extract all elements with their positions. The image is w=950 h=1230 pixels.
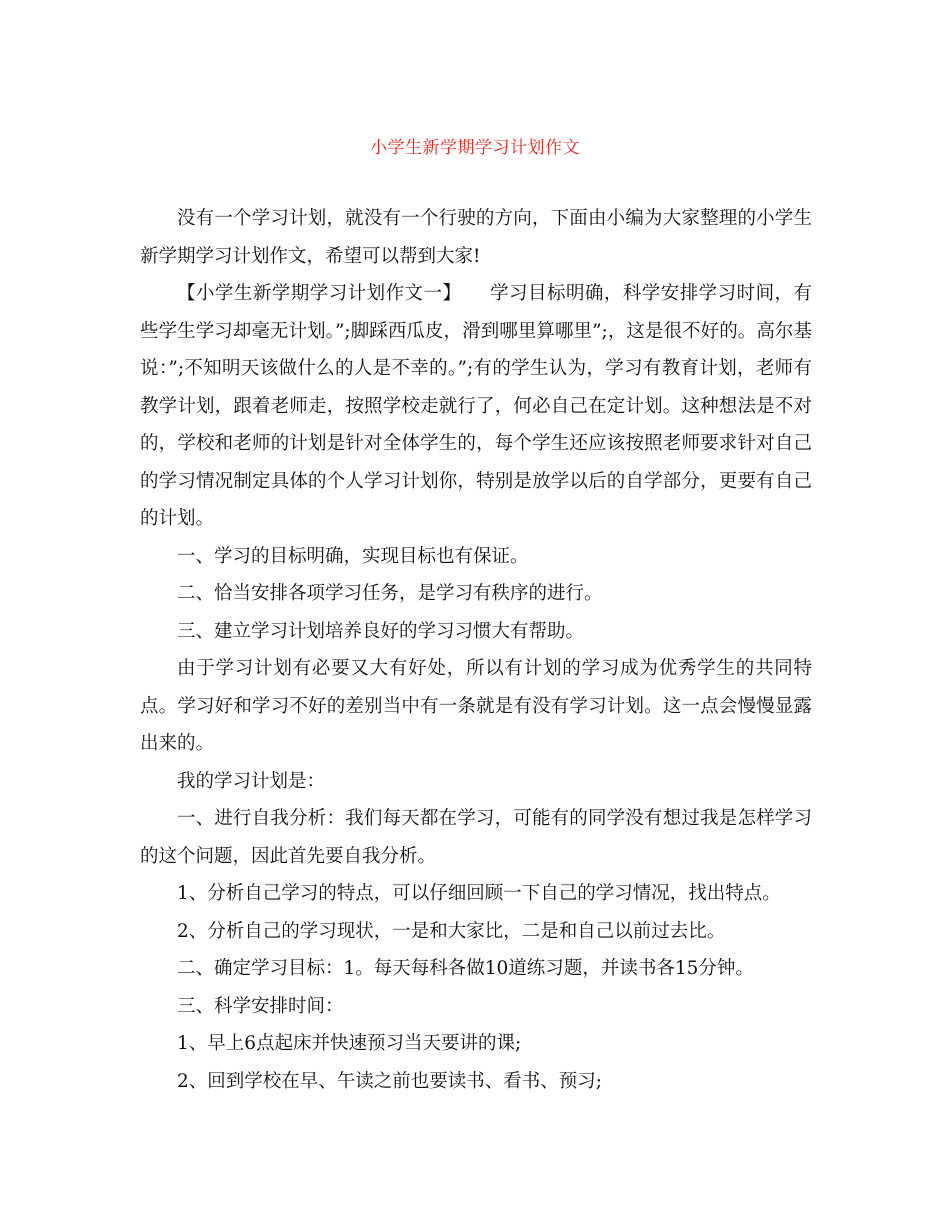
- document-title: 小学生新学期学习计划作文: [370, 138, 580, 158]
- paragraph: 三、科学安排时间：: [177, 995, 344, 1017]
- paragraph: 我的学习计划是：: [177, 770, 326, 792]
- paragraph: 一、学习的目标明确，实现目标也有保证。: [177, 545, 529, 567]
- paragraph: 三、建立学习计划培养良好的学习习惯大有帮助。: [177, 620, 585, 642]
- paragraph: 2、分析自己的学习现状，一是和大家比，二是和自己以前过去比。: [177, 920, 726, 942]
- paragraph: 1、早上6点起床并快速预习当天要讲的课;: [177, 1033, 522, 1054]
- paragraph: 没有一个学习计划，就没有一个行驶的方向，下面由小编为大家整理的小学生新学期学习计划作文，希望可以帮到大家!: [140, 208, 812, 267]
- paragraph: 1、分析自己学习的特点，可以仔细回顾一下自己的学习情况，找出特点。: [177, 883, 781, 904]
- paragraph: 2、回到学校在早、午读之前也要读书、看书、预习;: [177, 1070, 603, 1092]
- paragraph: 一、进行自我分析：我们每天都在学习，可能有的同学没有想过我是怎样学习的这个问题，因此首先要自我分析。: [140, 808, 812, 867]
- paragraph: 二、恰当安排各项学习任务，是学习有秩序的进行。: [177, 583, 603, 604]
- paragraph: 由于学习计划有必要又大有好处，所以有计划的学习成为优秀学生的共同特点。学习好和学习不好的差别当中有一条就是有没有学习计划。这一点会慢慢显露出来的。: [140, 658, 812, 754]
- paragraph: 【小学生新学期学习计划作文一】 学习目标明确，科学安排学习时间，有些学生学习却毫无计划。”;脚踩西瓜皮，滑到哪里算哪里”;，这是很不好的。高尔基说：”;不知明天该做什么的人是不幸的。”;有的学生认为，学习有教育计划，老师有教学计划，跟着老师走，按照学校走就行了，何必自己在定计划。这种想法是不对的，学校和老师的计划是针对全体学生的，每个学生还应该按照老师要求针对自己的学习情况制定具体的个人学习计划你，特别是放学以后的自学部分，更要有自己的计划。: [140, 283, 812, 529]
- paragraph: 二、确定学习目标：1。每天每科各做10道练习题，并读书各15分钟。: [177, 958, 754, 979]
- document-body: [140, 200, 812, 1100]
